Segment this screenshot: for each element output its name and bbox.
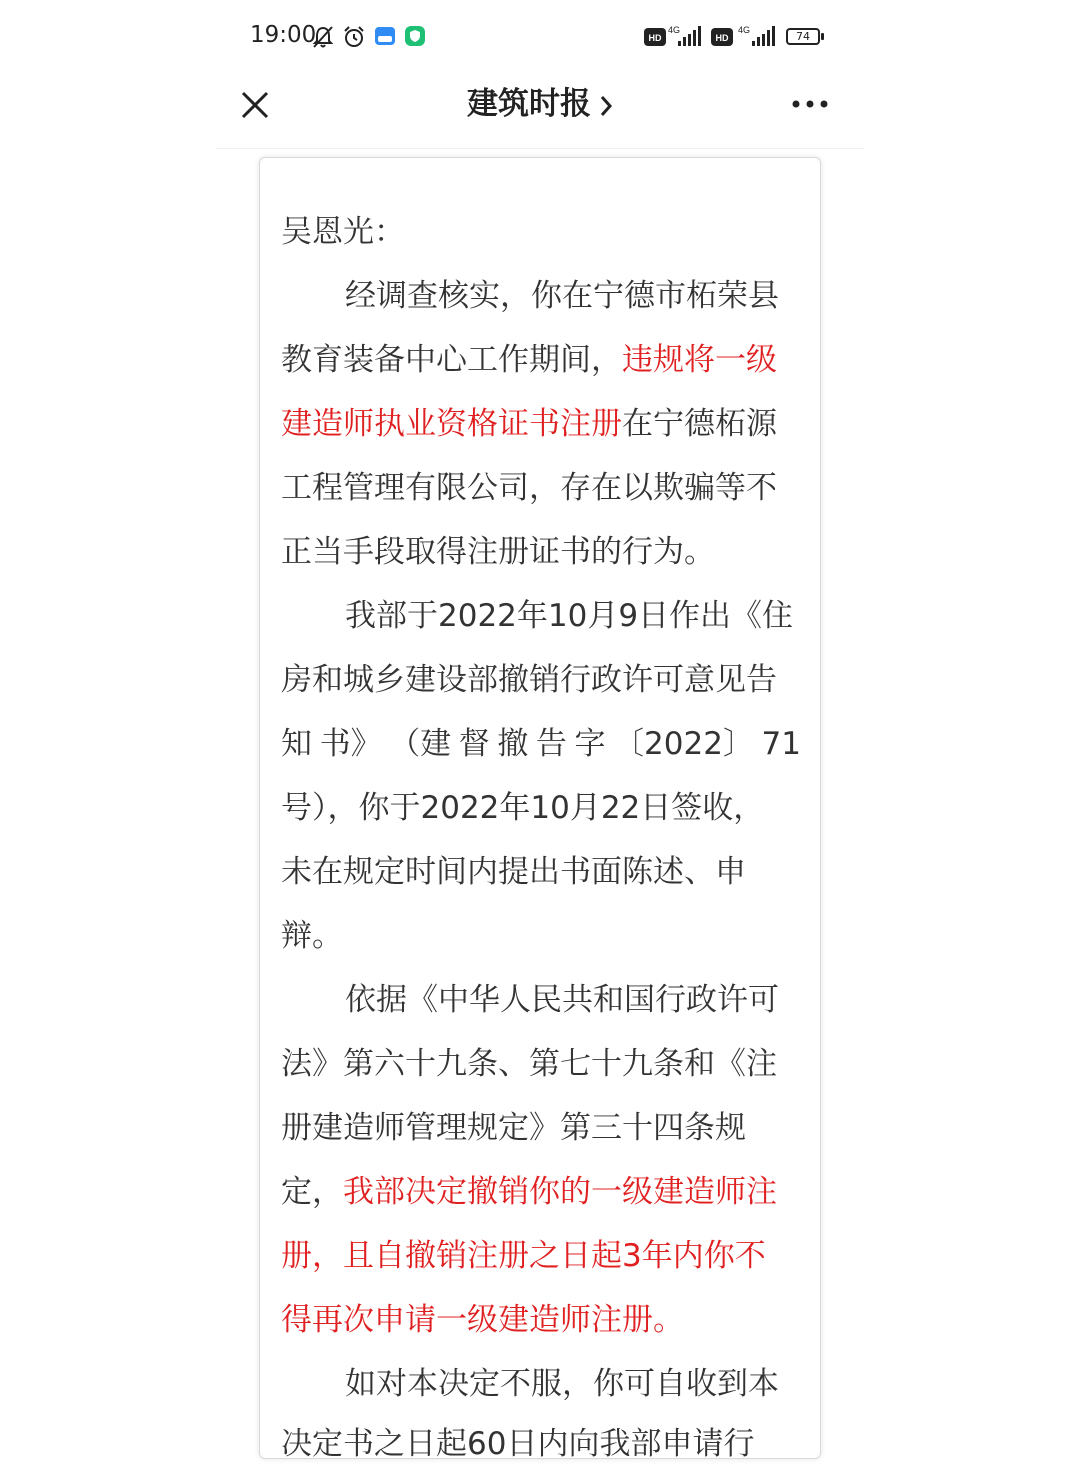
chevron-right-icon [599, 94, 613, 118]
p4-line-2-partial: 决定书之日起60日内向我部申请行 [281, 1426, 755, 1462]
p2-line-3-part: 书》 [319, 726, 382, 762]
p1-line-3 [281, 404, 777, 444]
svg-text:HD: HD [648, 33, 662, 43]
p2-line-3-part: （建 [389, 726, 452, 762]
more-dots-icon[interactable] [790, 98, 830, 110]
network-label: 4G [738, 25, 751, 35]
p3-line-4-plain: 定， [281, 1174, 343, 1210]
hd-icon [711, 28, 733, 46]
alarm-icon [342, 25, 366, 49]
p2-line-2: 房和城乡建设部撤销行政许可意见告 [281, 662, 777, 698]
phone-screen [216, 0, 864, 1462]
p2-line-3-part: 字 [574, 726, 606, 762]
p1-line-3-highlight: 建造师执业资格证书注册 [281, 406, 622, 442]
p1-line-1: 经调查核实，你在宁德市柘荣县 [345, 278, 779, 314]
p1-line-4: 工程管理有限公司，存在以欺骗等不 [281, 470, 777, 506]
signal-icon [736, 24, 780, 48]
p3-line-2: 法》第六十九条、第七十九条和《注 [281, 1046, 777, 1082]
p2-line-1: 我部于2022年10月9日作出《住 [345, 598, 794, 634]
account-title-link[interactable] [216, 84, 864, 124]
battery-level: 74 [796, 30, 810, 43]
mute-bell-icon [312, 25, 334, 49]
p2-line-4: 号），你于2022年10月22日签收， [281, 790, 765, 826]
battery-icon [786, 28, 820, 45]
p3-line-5-highlight: 册，且自撤销注册之日起3年内你不 [281, 1238, 766, 1274]
hd-icon [644, 28, 666, 46]
app-notification-icon [374, 25, 396, 47]
p4-line-1: 如对本决定不服，你可自收到本 [345, 1366, 779, 1402]
p2-line-3-part: 告 [535, 726, 567, 762]
svg-text:HD: HD [715, 33, 729, 43]
p2-line-3-part: 知 [281, 726, 312, 762]
p2-line-3-part: 71 [761, 726, 801, 762]
document-image[interactable] [259, 157, 821, 1462]
p1-line-3-plain: 在宁德柘源 [622, 406, 777, 442]
status-bar [216, 0, 864, 74]
signal-icon [666, 24, 706, 48]
nav-bar [216, 74, 864, 149]
p2-line-3-part: 〔2022〕 [613, 726, 754, 762]
p3-line-4 [281, 1172, 777, 1212]
p2-line-3-part: 督 [458, 726, 490, 762]
p1-line-2 [281, 340, 777, 380]
p3-line-6-highlight: 得再次申请一级建造师注册。 [281, 1302, 684, 1338]
p2-line-3 [281, 724, 801, 764]
p1-line-5: 正当手段取得注册证书的行为。 [281, 534, 715, 570]
p2-line-3-part: 撤 [497, 726, 529, 762]
p2-line-6: 辩。 [281, 918, 343, 954]
page-title: 建筑时报 [467, 86, 591, 122]
status-time: 19:00 [250, 22, 317, 48]
p3-line-1: 依据《中华人民共和国行政许可 [345, 982, 779, 1018]
p1-line-2-highlight: 违规将一级 [622, 342, 777, 378]
p3-line-3: 册建造师管理规定》第三十四条规 [281, 1110, 746, 1146]
network-label: 4G [668, 25, 681, 35]
shield-app-icon [404, 25, 426, 47]
p3-line-4-highlight: 我部决定撤销你的一级建造师注 [343, 1174, 777, 1210]
battery-nub [821, 33, 824, 40]
p2-line-5: 未在规定时间内提出书面陈述、申 [281, 854, 746, 890]
p1-line-2-plain: 教育装备中心工作期间， [281, 342, 622, 378]
salutation: 吴恩光： [281, 214, 405, 250]
